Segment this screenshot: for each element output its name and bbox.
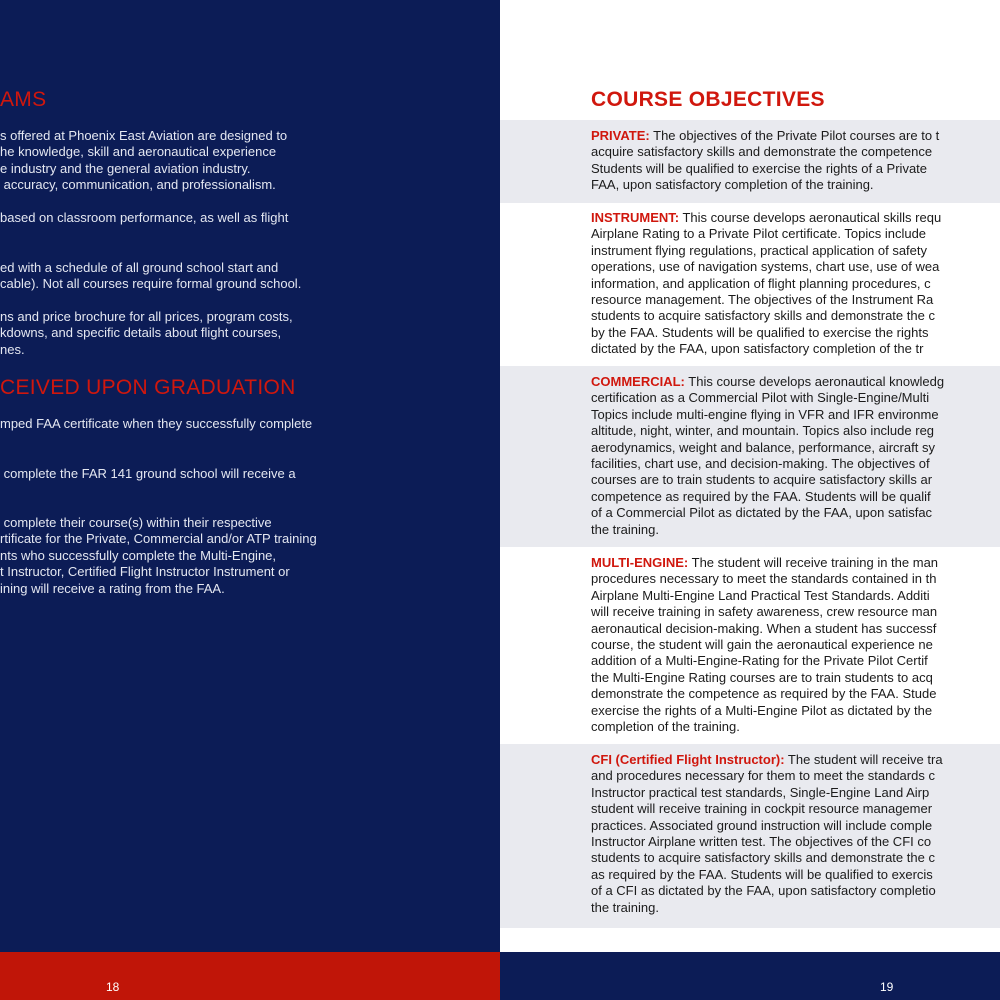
right-page [500, 0, 1000, 1000]
graduation-heading: CEIVED UPON GRADUATION [0, 376, 296, 399]
ground-school-paragraph: complete the FAR 141 ground school will receive a [0, 466, 296, 481]
programs-paragraph: s offered at Phoenix East Aviation are designed to he knowledge, skill and aeronautical experience e industry and the general aviation industry. accuracy, communication, and professionalism. [0, 128, 288, 193]
objective-label: CFI (Certified Flight Instructor): [591, 752, 785, 767]
objective-text: The objectives of the Private Pilot courses are to t acquire satisfactory skills and demonstrate the competence Students will be qualified to exercise the rights of a Private FAA, upon satisfactory completion of the training. [591, 128, 940, 193]
objective-multi-engine [591, 555, 1000, 735]
left-page-number: 18 [106, 980, 120, 994]
right-page-number: 19 [880, 980, 894, 994]
objective-instrument [591, 210, 1000, 358]
objective-private [591, 128, 1000, 194]
objective-commercial [591, 374, 1000, 538]
certificate-paragraph: mped FAA certificate when they successfully complete [0, 416, 313, 431]
objective-text: The student will receive tra and procedures necessary for them to meet the standards c Instructor practical test standards, Single-Engine Land Airp student will receive training in cockpit resource managemer practices. Associated ground instruction will include comple Instructor Airplane written test. The objectives of the CFI co students to acquire satisfactory skills and demonstrate the c as required by the FAA. Students will be qualified to exercis of a CFI as dictated by the FAA, upon satisfactory completio the training. [591, 752, 943, 915]
objective-text: This course develops aeronautical knowledg certification as a Commercial Pilot with Single-Engine/Multi Topics include multi-engine flying in VFR and IFR environme altitude, night, winter, and mountain. Topics also include reg aerodynamics, weight and balance, performance, aircraft sy facilities, chart use, and decision-making. The objectives of courses are to train students to acquire satisfactory skills ar competence as required by the FAA. Students will be qualif of a Commercial Pilot as dictated by the FAA, upon satisfac the training. [591, 374, 945, 537]
objective-text: The student will receive training in the man procedures necessary to meet the standards contained in th Airplane Multi-Engine Land Practical Test Standards. Additi will receive training in safety awareness, crew resource man aeronautical decision-making. When a student has successf course, the student will gain the aeronautical experience ne addition of a Multi-Engine-Rating for the Private Pilot Certif the Multi-Engine Rating courses are to train students to acq demonstrate the competence as required by the FAA. Stude exercise the rights of a Multi-Engine Pilot as dictated by the completion of the training. [591, 555, 939, 735]
course-objectives-heading: COURSE OBJECTIVES [591, 88, 825, 111]
objective-label: PRIVATE: [591, 128, 650, 143]
rating-paragraph: complete their course(s) within their respective rtificate for the Private, Commercial and/or ATP training nts who successfully complete the Multi-Engine, t Instructor, Certified Flight Instructor Instrument or ining will receive a rating from the FAA. [0, 515, 317, 596]
objective-label: MULTI-ENGINE: [591, 555, 689, 570]
objective-label: INSTRUMENT: [591, 210, 680, 225]
objective-cfi [591, 752, 1000, 916]
objective-label: COMMERCIAL: [591, 374, 685, 389]
objective-text: This course develops aeronautical skills requ Airplane Rating to a Private Pilot certificate. Topics include instrument flying regulations, practical application of safety operations, use of navigation systems, chart use, use of wea information, and application of flight planning procedures, c resource management. The objectives of the Instrument Ra students to acquire satisfactory skills and demonstrate the c by the FAA. Students will be qualified to exercise the rights dictated by the FAA, upon satisfactory completion of the tr [591, 210, 942, 357]
schedule-paragraph: ed with a schedule of all ground school start and cable). Not all courses require formal ground school. [0, 260, 302, 292]
grading-paragraph: based on classroom performance, as well as flight [0, 210, 289, 225]
right-footer-bar [500, 952, 1000, 1000]
programs-heading: AMS [0, 88, 47, 111]
left-footer-bar [0, 952, 500, 1000]
brochure-paragraph: ns and price brochure for all prices, program costs, kdowns, and specific details about flight courses, nes. [0, 309, 293, 357]
